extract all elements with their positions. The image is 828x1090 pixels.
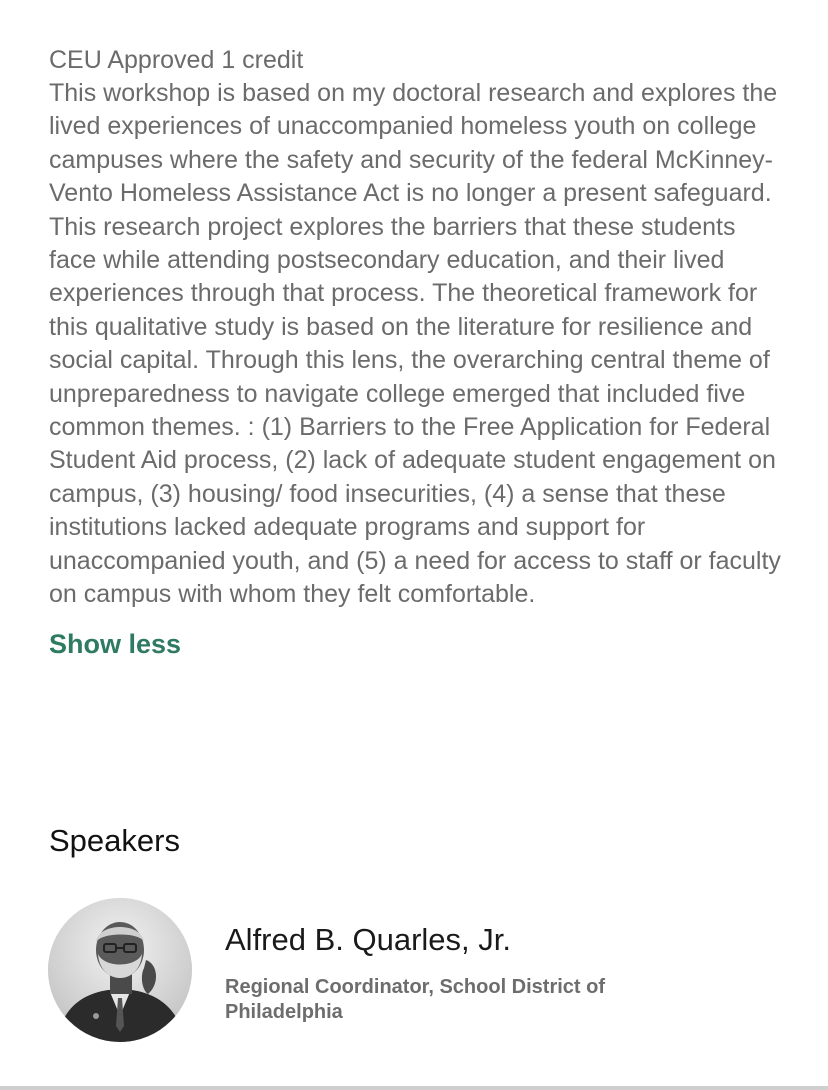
speaker-card[interactable] [48,898,788,1044]
workshop-description: This workshop is based on my doctoral research and explores the lived experiences of unaccompanied homeless youth on college campuses where the safety and security of the federal McKinney-Vento Homeless Assistance Act is no longer a present safeguard. This research project explores the barriers that these students face while attending postsecondary education, and their lived experiences through that process. The theoretical framework for this qualitative study is based on the literature for resilience and social capital. Through this lens, the overarching central theme of unpreparedness to navigate college emerged that included five common themes. : (1) Barriers to the Free Application for Federal Student Aid process, (2) lack of adequate student engagement on campus, (3) housing/ food insecurities, (4) a sense that these institutions lacked adequate programs and support for unaccompanied youth, and (5) a need for access to staff or faculty on campus with whom they felt comfortable. [49,79,781,609]
speaker-role: Regional Coordinator, School District of Philadelphia [225,976,606,1023]
show-less-button[interactable]: Show less [49,628,182,659]
workshop-details [49,43,789,662]
person-photo-icon [48,898,192,1042]
speakers-heading: Speakers [49,823,180,858]
speaker-name: Alfred B. Quarles, Jr. [225,922,511,957]
bottom-divider [0,1086,828,1090]
speaker-avatar [48,898,192,1042]
ceu-credit-label: CEU Approved 1 credit [49,46,304,74]
